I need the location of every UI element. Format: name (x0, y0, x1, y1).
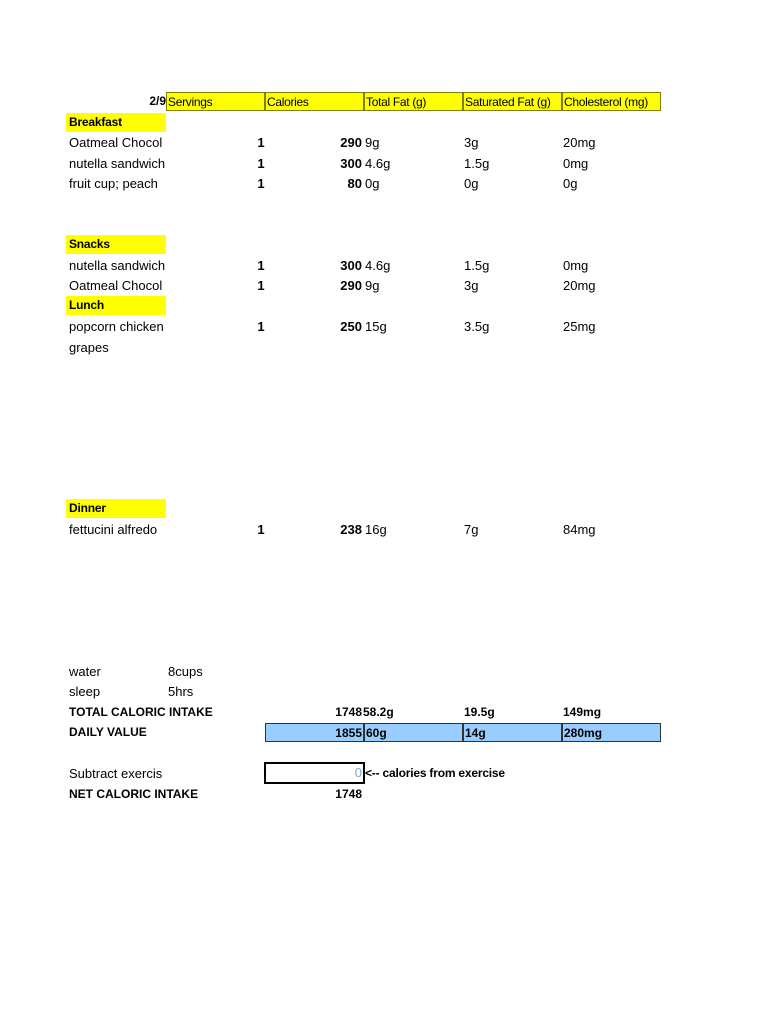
food-cell[interactable]: grapes (69, 340, 109, 355)
cholesterol-cell[interactable]: 25mg (563, 319, 596, 334)
food-cell[interactable]: Oatmeal Chocol (69, 278, 163, 293)
daily-value-sat-fat[interactable]: 14g (463, 723, 562, 742)
daily-value-label[interactable]: DAILY VALUE (69, 725, 147, 739)
total-caloric-intake-label[interactable]: TOTAL CALORIC INTAKE (69, 705, 213, 719)
cholesterol-cell[interactable]: 0mg (563, 156, 589, 171)
water-value[interactable]: 8cups (168, 664, 203, 679)
calories-cell[interactable]: 290 (340, 278, 362, 293)
total-cholesterol[interactable]: 149mg (563, 705, 602, 719)
sat-fat-cell[interactable]: 1.5g (464, 258, 490, 273)
header-servings[interactable]: Servings (166, 92, 265, 111)
sat-fat-cell[interactable]: 0g (464, 176, 479, 191)
sat-fat-cell[interactable]: 3.5g (464, 319, 490, 334)
total-sat-fat[interactable]: 19.5g (464, 705, 495, 719)
header-total-fat[interactable]: Total Fat (g) (364, 92, 463, 111)
water-label[interactable]: water (69, 664, 101, 679)
fat-cell[interactable]: 16g (365, 522, 387, 537)
section-lunch[interactable]: Lunch (66, 296, 166, 315)
calories-cell[interactable]: 250 (340, 319, 362, 334)
exercise-calories-input[interactable]: 0 (264, 762, 365, 784)
cholesterol-cell[interactable]: 0g (563, 176, 578, 191)
section-breakfast[interactable]: Breakfast (66, 113, 166, 132)
header-saturated-fat[interactable]: Saturated Fat (g) (463, 92, 562, 111)
sat-fat-cell[interactable]: 1.5g (464, 156, 490, 171)
sat-fat-cell[interactable]: 7g (464, 522, 479, 537)
date-cell[interactable]: 2/9 (149, 94, 166, 108)
fat-cell[interactable]: 9g (365, 135, 380, 150)
food-cell[interactable]: fruit cup; peach (69, 176, 158, 191)
calories-cell[interactable]: 80 (347, 176, 362, 191)
food-cell[interactable]: popcorn chicken (69, 319, 164, 334)
fat-cell[interactable]: 4.6g (365, 156, 391, 171)
daily-value-calories[interactable]: 1855 (265, 723, 364, 742)
calories-cell[interactable]: 300 (340, 258, 362, 273)
sleep-value[interactable]: 5hrs (168, 684, 194, 699)
cholesterol-cell[interactable]: 20mg (563, 278, 596, 293)
sleep-label[interactable]: sleep (69, 684, 101, 699)
calories-cell[interactable]: 300 (340, 156, 362, 171)
total-calories[interactable]: 1748 (335, 705, 362, 719)
cholesterol-cell[interactable]: 84mg (563, 522, 596, 537)
net-caloric-intake-label[interactable]: NET CALORIC INTAKE (69, 787, 199, 801)
section-dinner[interactable]: Dinner (66, 499, 166, 518)
food-cell[interactable]: nutella sandwich (69, 258, 166, 273)
sat-fat-cell[interactable]: 3g (464, 278, 479, 293)
section-snacks[interactable]: Snacks (66, 235, 166, 254)
daily-value-cholesterol[interactable]: 280mg (562, 723, 661, 742)
servings-cell[interactable]: 1 (257, 319, 265, 334)
servings-cell[interactable]: 1 (257, 156, 265, 171)
servings-cell[interactable]: 1 (257, 522, 265, 537)
fat-cell[interactable]: 15g (365, 319, 387, 334)
servings-cell[interactable]: 1 (257, 176, 265, 191)
fat-cell[interactable]: 9g (365, 278, 380, 293)
fat-cell[interactable]: 0g (365, 176, 380, 191)
daily-value-fat[interactable]: 60g (364, 723, 463, 742)
servings-cell[interactable]: 1 (257, 258, 265, 273)
calories-cell[interactable]: 238 (340, 522, 362, 537)
servings-cell[interactable]: 1 (257, 135, 265, 150)
net-caloric-intake-value[interactable]: 1748 (335, 787, 362, 801)
food-cell[interactable]: fettucini alfredo (69, 522, 158, 537)
header-calories[interactable]: Calories (265, 92, 364, 111)
servings-cell[interactable]: 1 (257, 278, 265, 293)
exercise-note: <-- calories from exercise (365, 766, 505, 780)
cholesterol-cell[interactable]: 20mg (563, 135, 596, 150)
fat-cell[interactable]: 4.6g (365, 258, 391, 273)
calories-cell[interactable]: 290 (340, 135, 362, 150)
subtract-exercise-label[interactable]: Subtract exercis (69, 766, 163, 781)
food-cell[interactable]: nutella sandwich (69, 156, 166, 171)
food-cell[interactable]: Oatmeal Chocol (69, 135, 163, 150)
sat-fat-cell[interactable]: 3g (464, 135, 479, 150)
cholesterol-cell[interactable]: 0mg (563, 258, 589, 273)
header-cholesterol[interactable]: Cholesterol (mg) (562, 92, 661, 111)
total-fat[interactable]: 58.2g (363, 705, 394, 719)
